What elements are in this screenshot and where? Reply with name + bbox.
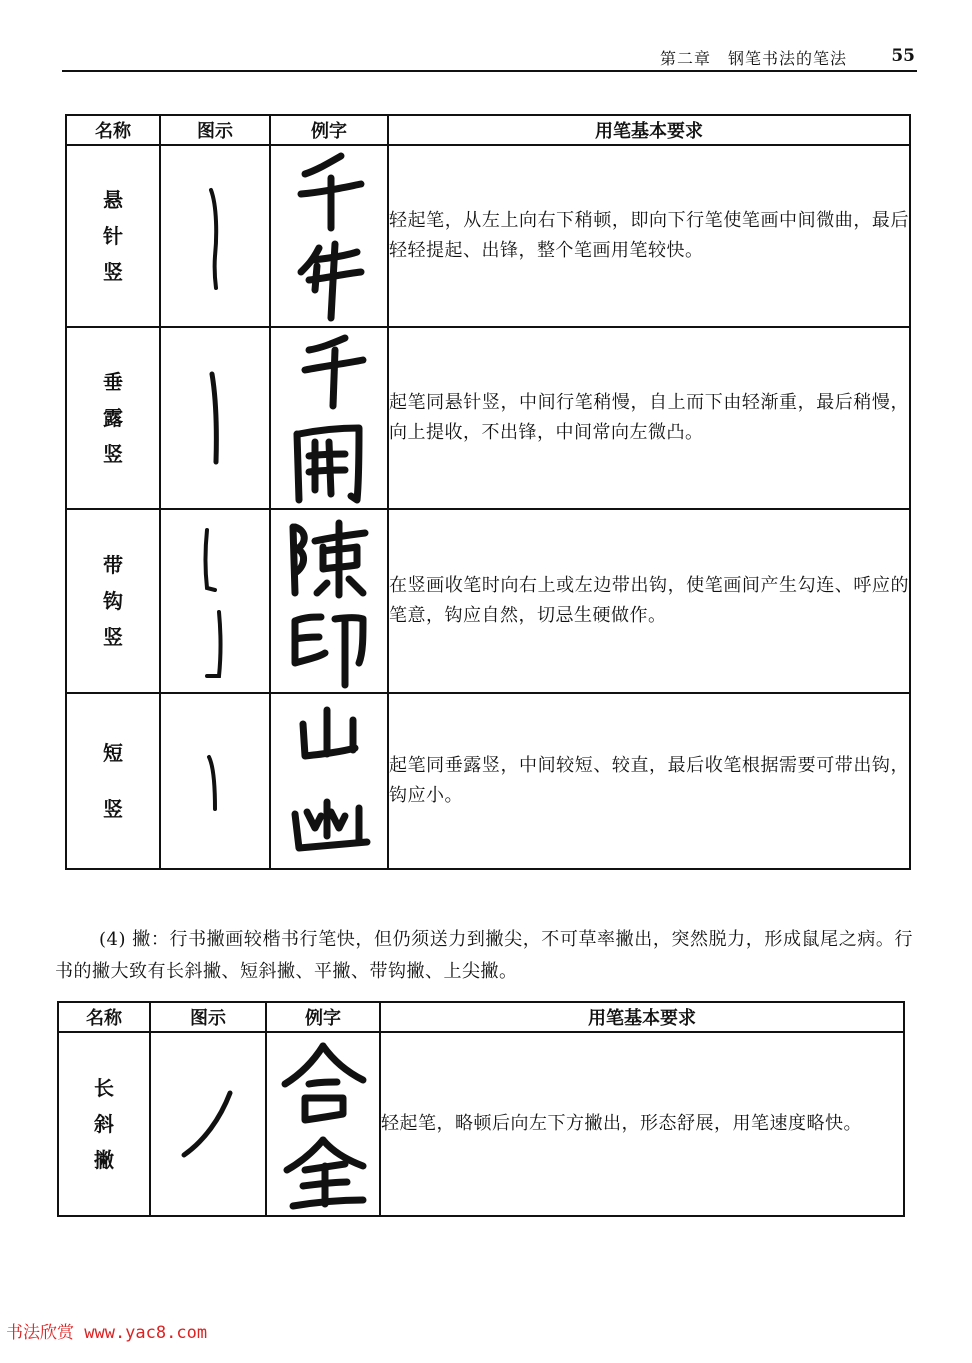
- name-char: 垂: [103, 370, 123, 394]
- calligraphy-example-image: [273, 1036, 373, 1212]
- table-row: [66, 509, 910, 693]
- page-header: [62, 44, 917, 72]
- name-char: 竖: [103, 625, 123, 649]
- stroke-description: 起笔同垂露竖，中间较短、较直，最后收笔根据需要可带出钩，钩应小。: [388, 693, 910, 869]
- long-slant-stroke-icon: [168, 1079, 248, 1169]
- hanging-needle-stroke-icon: [185, 176, 245, 296]
- name-char: 斜: [94, 1112, 114, 1136]
- col-name-header: 名称: [66, 115, 160, 145]
- table-row: [66, 693, 910, 869]
- name-char: 长: [94, 1076, 114, 1100]
- table-header-row: [58, 1002, 904, 1032]
- page-number: 55: [891, 46, 915, 66]
- vertical-stroke-table: [65, 114, 911, 870]
- short-stroke-icon: [185, 731, 245, 831]
- chapter-title: 第二章 钢笔书法的笔法: [659, 49, 847, 68]
- col-requirement-header: 用笔基本要求: [380, 1002, 904, 1032]
- hook-stroke-icon: [185, 516, 245, 686]
- name-char: 悬: [103, 188, 123, 212]
- body-paragraph: (4) 撇：行书撇画较楷书行笔快，但仍须送力到撇尖，不可草率撇出，突然脱力，形成鼠尾之病。行书的撇大致有长斜撇、短斜撇、平撇、带钩撇、上尖撇。: [55, 929, 913, 982]
- name-char: 竖: [103, 442, 123, 466]
- name-char: 竖: [103, 797, 123, 821]
- example-characters: [270, 693, 388, 869]
- calligraphy-example-image: [279, 696, 379, 866]
- stroke-figure: [150, 1032, 266, 1216]
- stroke-figure: [160, 693, 270, 869]
- calligraphy-example-image: [279, 513, 379, 689]
- calligraphy-example-image: [279, 330, 379, 506]
- stroke-figure: [160, 509, 270, 693]
- table-row: [58, 1032, 904, 1216]
- table-row: [66, 327, 910, 509]
- site-watermark: 书法欣赏 www.yac8.com: [6, 1323, 208, 1343]
- stroke-figure: [160, 145, 270, 327]
- col-name-header: 名称: [58, 1002, 150, 1032]
- col-requirement-header: 用笔基本要求: [388, 115, 910, 145]
- name-char: 竖: [103, 260, 123, 284]
- name-char: 钩: [103, 589, 123, 613]
- col-example-header: 例字: [266, 1002, 380, 1032]
- table-header-row: [66, 115, 910, 145]
- stroke-name: [66, 145, 160, 327]
- name-char: 带: [103, 553, 123, 577]
- stroke-name: [66, 327, 160, 509]
- col-figure-header: 图示: [150, 1002, 266, 1032]
- table-row: [66, 145, 910, 327]
- example-characters: [270, 327, 388, 509]
- stroke-name: [66, 509, 160, 693]
- col-figure-header: 图示: [160, 115, 270, 145]
- stroke-name: [58, 1032, 150, 1216]
- stroke-name: [66, 693, 160, 869]
- stroke-description: 轻起笔，从左上向右下稍顿，即向下行笔使笔画中间微曲，最后轻轻提起、出锋，整个笔画用笔较快。: [388, 145, 910, 327]
- name-char: 针: [103, 224, 123, 248]
- left-falling-stroke-table: [57, 1001, 905, 1217]
- col-example-header: 例字: [270, 115, 388, 145]
- example-characters: [270, 509, 388, 693]
- name-char: 露: [103, 406, 123, 430]
- stroke-description: 在竖画收笔时向右上或左边带出钩，使笔画间产生勾连、呼应的笔意，钩应自然，切忌生硬做作。: [388, 509, 910, 693]
- stroke-description: 轻起笔，略顿后向左下方撇出，形态舒展，用笔速度略快。: [380, 1032, 904, 1216]
- name-char: 撇: [94, 1148, 114, 1172]
- name-char: 短: [103, 741, 123, 765]
- dew-drop-stroke-icon: [185, 358, 245, 478]
- stroke-description: 起笔同悬针竖，中间行笔稍慢，自上而下由轻渐重，最后稍慢，向上提收，不出锋，中间常向左微凸。: [388, 327, 910, 509]
- calligraphy-example-image: [279, 148, 379, 324]
- stroke-figure: [160, 327, 270, 509]
- example-characters: [270, 145, 388, 327]
- example-characters: [266, 1032, 380, 1216]
